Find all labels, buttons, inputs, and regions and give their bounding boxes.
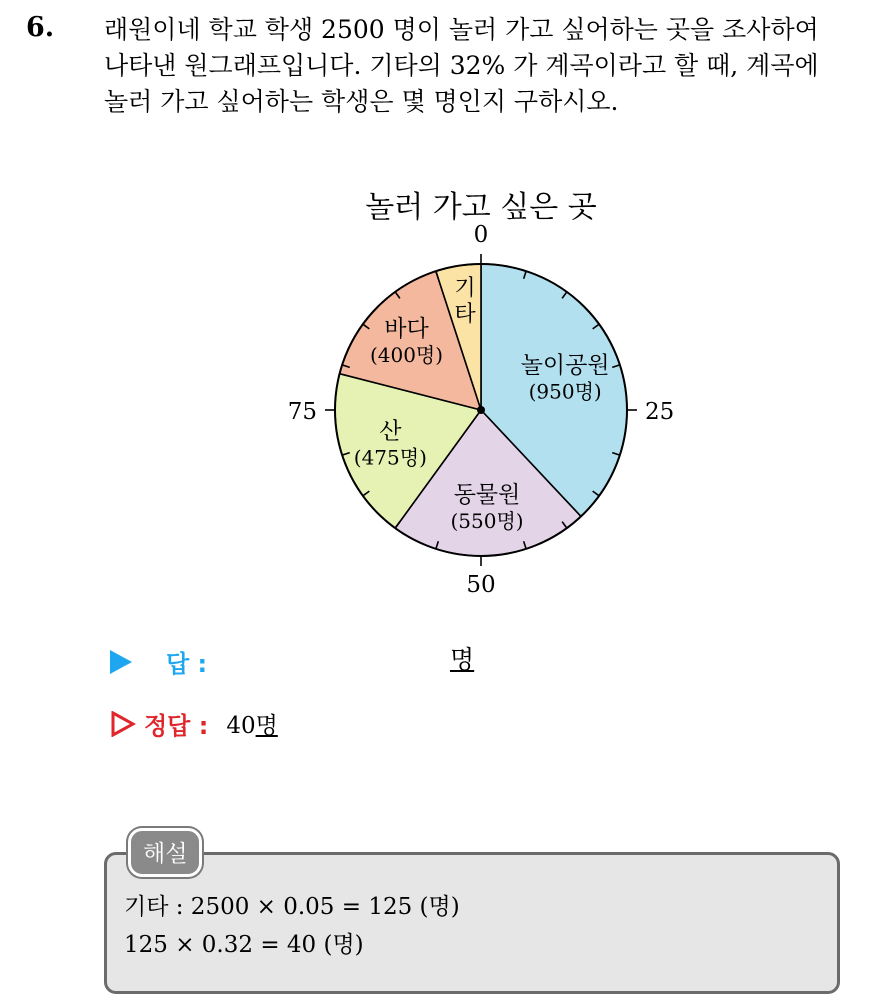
question-line: 나타낸 원그래프입니다. 기타의 32% 가 계곡이라고 할 때, 계곡에 [104,51,819,80]
outline-triangle-icon [110,711,136,737]
slice-name-char: 기 [454,276,476,302]
question-number: 6. [26,12,55,43]
slice-count-label: (400명) [369,343,444,368]
answer-row [110,644,207,679]
chart-title: 놀러 가고 싶은 곳 [365,190,597,225]
play-triangle-icon [110,650,132,674]
scale-label: 50 [466,572,496,598]
slice-count-label: (475명) [353,445,427,470]
solution-tag: 해설 [128,828,202,877]
solution-text [124,888,460,964]
solution-line: 기타 : 2500 × 0.05 = 125 (명) [124,894,460,920]
correct-answer-row [110,706,278,741]
slice-count-label: (950명) [528,379,602,404]
slice-name-label: 동물원 [453,482,521,509]
answer-label: 답 : [166,650,208,678]
correct-unit: 명 [255,713,278,739]
correct-number: 40 [226,713,256,739]
slice-name-label: 놀이공원 [520,352,610,379]
question-line: 래원이네 학교 학생 2500 명이 놀러 가고 싶어하는 곳을 조사하여 [104,15,819,44]
scale-label: 25 [645,399,675,425]
slice-name-label: 산 [379,418,402,445]
scale-label: 75 [287,399,317,425]
slice-name-char: 타 [454,302,476,328]
solution-line: 125 × 0.32 = 40 (명) [124,932,364,958]
correct-answer-value [226,707,278,740]
slice-count-label: (550명) [450,509,524,534]
correct-answer-label: 정답 : [144,712,209,740]
pie-center-dot [477,406,485,414]
question-line: 놀러 가고 싶어하는 학생은 몇 명인지 구하시오. [104,87,619,116]
slice-name-label: 바다 [384,316,429,343]
answer-unit: 명 [450,645,475,674]
scale-label: 0 [473,222,489,248]
